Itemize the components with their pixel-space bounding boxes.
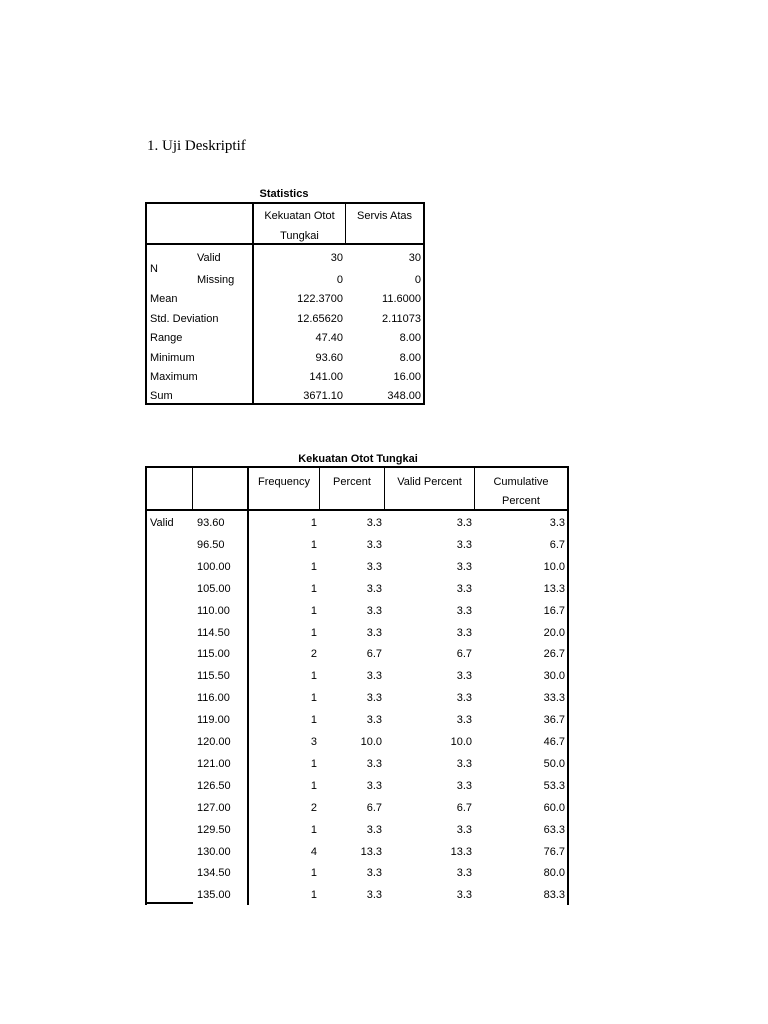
freq-value: 110.00 xyxy=(197,604,230,617)
freq-percent: 3.3 xyxy=(366,867,382,880)
freq-value: 127.00 xyxy=(197,801,231,814)
freq-cumulative-percent: 50.0 xyxy=(543,757,565,770)
stats-value-col2: 8.00 xyxy=(399,332,421,344)
freq-valid-percent: 3.3 xyxy=(456,670,472,683)
freq-valid-percent: 3.3 xyxy=(456,714,472,727)
freq-cumulative-percent: 3.3 xyxy=(549,517,565,529)
freq-frequency: 1 xyxy=(310,714,317,727)
freq-cumulative-percent: 33.3 xyxy=(543,692,565,705)
stats-value-col2: 0 xyxy=(414,274,421,286)
header-cumulative: Cumulative xyxy=(493,476,549,488)
freq-percent: 3.3 xyxy=(366,779,382,792)
stats-value-col1: 12.65620 xyxy=(297,313,343,325)
freq-frequency: 1 xyxy=(310,626,317,639)
stats-row-label: Maximum xyxy=(150,371,198,383)
stats-value-col1: 141.00 xyxy=(309,371,343,383)
freq-frequency: 1 xyxy=(310,604,317,617)
freq-value: 121.00 xyxy=(197,757,231,770)
freq-value: 116.00 xyxy=(197,692,230,705)
freq-cumulative-percent: 30.0 xyxy=(543,670,565,683)
freq-frequency: 1 xyxy=(310,670,317,683)
stats-row-sublabel: Missing xyxy=(197,274,235,286)
freq-percent: 13.3 xyxy=(360,845,382,858)
group-label-valid: Valid xyxy=(150,517,174,529)
freq-frequency: 1 xyxy=(310,560,317,573)
header-percent: Percent xyxy=(333,476,371,488)
freq-percent: 3.3 xyxy=(366,517,382,529)
freq-cumulative-percent: 20.0 xyxy=(543,626,565,639)
freq-percent: 3.3 xyxy=(366,692,382,705)
stats-value-col1: 30 xyxy=(330,252,343,264)
freq-value: 120.00 xyxy=(197,736,231,748)
header-frequency: Frequency xyxy=(258,476,310,488)
freq-percent: 6.7 xyxy=(366,801,382,814)
freq-percent: 3.3 xyxy=(366,626,382,639)
freq-frequency: 1 xyxy=(310,889,317,902)
freq-cumulative-percent: 16.7 xyxy=(543,604,565,617)
freq-cumulative-percent: 46.7 xyxy=(543,736,565,748)
stats-n-label: N xyxy=(150,263,158,275)
stats-row-label: Std. Deviation xyxy=(150,313,219,325)
stats-col1-header-line2: Tungkai xyxy=(280,230,319,242)
freq-percent: 3.3 xyxy=(366,582,382,595)
freq-frequency: 2 xyxy=(310,648,317,661)
stats-row-label: Mean xyxy=(150,293,178,305)
stats-value-col1: 0 xyxy=(336,274,343,286)
freq-valid-percent: 3.3 xyxy=(456,626,472,639)
freq-cumulative-percent: 83.3 xyxy=(543,889,565,902)
freq-value: 135.00 xyxy=(197,889,231,902)
freq-valid-percent: 6.7 xyxy=(456,801,472,814)
freq-percent: 10.0 xyxy=(360,736,382,748)
freq-value: 114.50 xyxy=(197,626,230,639)
stats-value-col2: 348.00 xyxy=(387,390,421,402)
freq-frequency: 3 xyxy=(310,736,317,748)
freq-frequency: 1 xyxy=(310,823,317,836)
frequency-title: Kekuatan Otot Tungkai xyxy=(298,453,418,465)
freq-value: 134.50 xyxy=(197,867,231,880)
freq-value: 126.50 xyxy=(197,779,231,792)
stats-row-label: Minimum xyxy=(150,352,195,364)
stats-col2-header: Servis Atas xyxy=(356,210,413,222)
freq-cumulative-percent: 60.0 xyxy=(543,801,565,814)
stats-value-col2: 16.00 xyxy=(393,371,421,383)
stats-row-label: Range xyxy=(150,332,183,344)
freq-cumulative-percent: 80.0 xyxy=(543,867,565,880)
freq-frequency: 2 xyxy=(310,801,317,814)
statistics-title: Statistics xyxy=(259,188,309,200)
freq-percent: 3.3 xyxy=(366,670,382,683)
freq-percent: 3.3 xyxy=(366,538,382,551)
freq-value: 105.00 xyxy=(197,582,231,595)
stats-row-sublabel: Valid xyxy=(197,252,221,264)
stats-value-col1: 47.40 xyxy=(315,332,343,344)
stats-value-col2: 30 xyxy=(408,252,421,264)
freq-percent: 3.3 xyxy=(366,757,382,770)
freq-percent: 3.3 xyxy=(366,560,382,573)
freq-cumulative-percent: 13.3 xyxy=(543,582,565,595)
freq-valid-percent: 3.3 xyxy=(456,823,472,836)
stats-value-col2: 11.6000 xyxy=(382,293,421,305)
freq-value: 100.00 xyxy=(197,560,231,573)
header-valid-percent: Valid Percent xyxy=(397,476,462,488)
freq-valid-percent: 3.3 xyxy=(456,560,472,573)
freq-frequency: 1 xyxy=(310,517,317,529)
header-cumulative-percent: Percent xyxy=(502,495,540,507)
freq-value: 129.50 xyxy=(197,823,231,836)
stats-row-label: Sum xyxy=(150,390,173,402)
freq-cumulative-percent: 36.7 xyxy=(543,714,565,727)
freq-cumulative-percent: 26.7 xyxy=(543,648,565,661)
freq-frequency: 4 xyxy=(310,845,317,858)
freq-valid-percent: 3.3 xyxy=(456,538,472,551)
freq-frequency: 1 xyxy=(310,867,317,880)
freq-valid-percent: 6.7 xyxy=(456,648,472,661)
freq-valid-percent: 3.3 xyxy=(456,517,472,529)
freq-value: 115.00 xyxy=(197,648,230,661)
freq-valid-percent: 3.3 xyxy=(456,582,472,595)
freq-frequency: 1 xyxy=(310,779,317,792)
freq-frequency: 1 xyxy=(310,538,317,551)
freq-percent: 3.3 xyxy=(366,889,382,902)
freq-cumulative-percent: 10.0 xyxy=(543,560,565,573)
freq-value: 115.50 xyxy=(197,670,230,683)
freq-percent: 6.7 xyxy=(366,648,382,661)
freq-cumulative-percent: 6.7 xyxy=(549,538,565,551)
freq-frequency: 1 xyxy=(310,692,317,705)
freq-percent: 3.3 xyxy=(366,714,382,727)
freq-percent: 3.3 xyxy=(366,604,382,617)
section-heading: 1. Uji Deskriptif xyxy=(147,138,246,154)
stats-col1-header-line1: Kekuatan Otot xyxy=(264,210,335,222)
freq-valid-percent: 3.3 xyxy=(456,889,472,902)
stats-value-col2: 2.11073 xyxy=(382,313,421,325)
freq-valid-percent: 13.3 xyxy=(450,845,472,858)
freq-valid-percent: 3.3 xyxy=(456,604,472,617)
freq-cumulative-percent: 76.7 xyxy=(543,845,565,858)
freq-value: 93.60 xyxy=(197,517,225,529)
freq-value: 96.50 xyxy=(197,538,225,551)
freq-valid-percent: 3.3 xyxy=(456,867,472,880)
freq-valid-percent: 3.3 xyxy=(456,692,472,705)
stats-value-col1: 122.3700 xyxy=(297,293,343,305)
freq-cumulative-percent: 63.3 xyxy=(543,823,565,836)
freq-value: 119.00 xyxy=(197,714,230,727)
freq-percent: 3.3 xyxy=(366,823,382,836)
freq-frequency: 1 xyxy=(310,757,317,770)
freq-valid-percent: 3.3 xyxy=(456,757,472,770)
stats-value-col2: 8.00 xyxy=(399,352,421,364)
freq-valid-percent: 10.0 xyxy=(450,736,472,748)
freq-frequency: 1 xyxy=(310,582,317,595)
stats-value-col1: 3671.10 xyxy=(303,390,343,402)
freq-cumulative-percent: 53.3 xyxy=(543,779,565,792)
freq-valid-percent: 3.3 xyxy=(456,779,472,792)
freq-value: 130.00 xyxy=(197,845,231,858)
stats-value-col1: 93.60 xyxy=(315,352,343,364)
